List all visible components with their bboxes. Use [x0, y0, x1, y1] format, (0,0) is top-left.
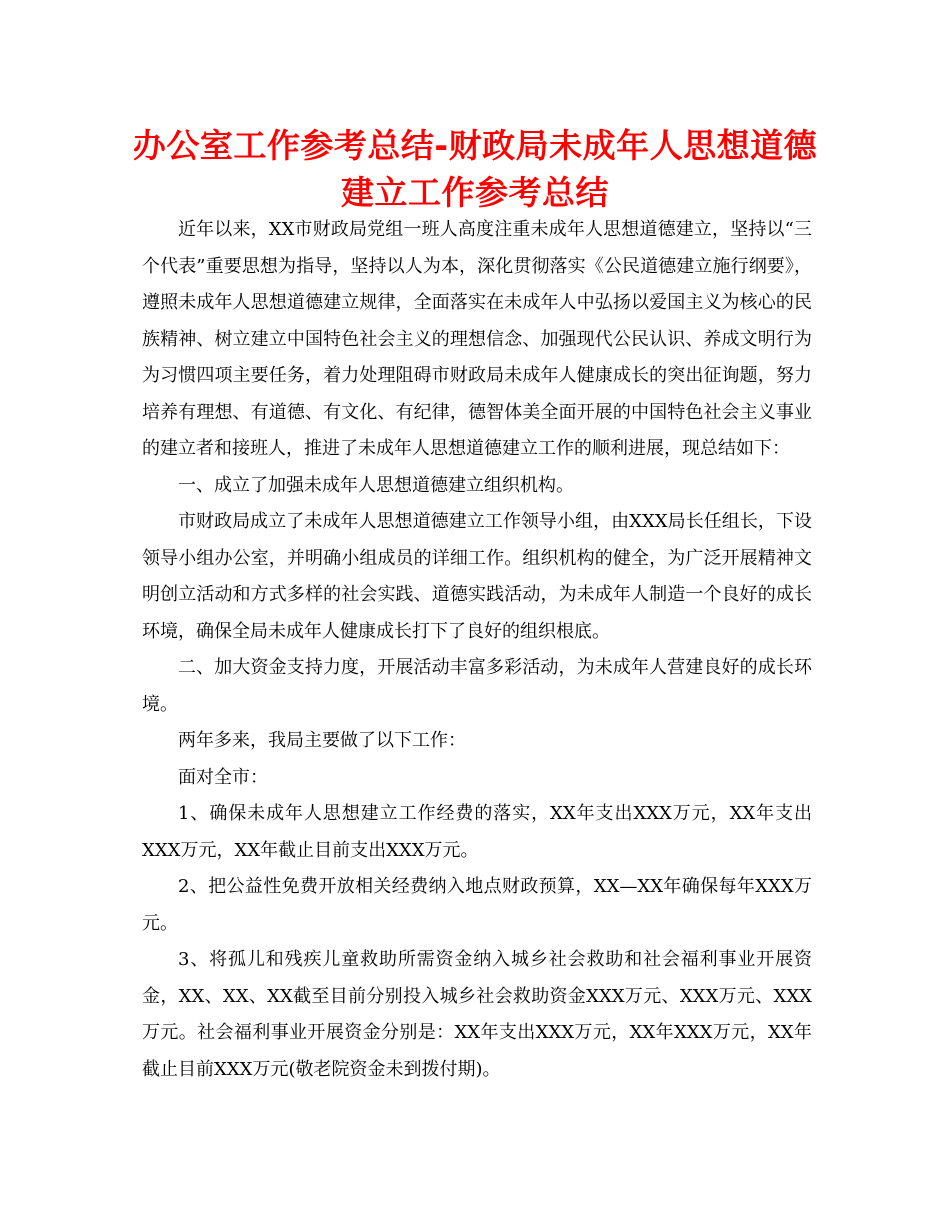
paragraph-city-wide: 面对全市： — [178, 766, 268, 788]
document-title: 办公室工作参考总结-财政局未成年人思想道德建立工作参考总结 — [132, 126, 818, 212]
paragraph-section-1-heading: 一、成立了加强未成年人思想道德建立组织机构。 — [178, 474, 574, 496]
document-body — [142, 212, 812, 1088]
paragraph-item-1: 1、确保未成年人思想建立工作经费的落实，XX年支出XXX万元，XX年支出XXX万元，XX年截止目前支出XXX万元。 — [142, 803, 812, 861]
paragraph-intro: 近年以来，XX市财政局党组一班人高度注重未成年人思想道德建立，坚持以“三个代表”重要思想为指导，坚持以人为本，深化贯彻落实《公民道德建立施行纲要》，遵照未成年人思想道德建立规律，全面落实在未成年人中弘扬以爱国主义为核心的民族精神、树立建立中国特色社会主义的理想信念、加强现代公民认识、养成文明行为为习惯四项主要任务，着力处理阻碍市财政局未成年人健康成长的突出征询题，努力培养有理想、有道德、有文化、有纪律，德智体美全面开展的中国特色社会主义事业的建立者和接班人，推进了未成年人思想道德建立工作的顺利进展，现总结如下： — [142, 219, 812, 459]
paragraph-item-2: 2、把公益性免费开放相关经费纳入地点财政预算，XX—XX年确保每年XXX万元。 — [142, 876, 812, 934]
paragraph-work-intro: 两年多来，我局主要做了以下工作： — [178, 730, 466, 751]
paragraph-section-1-body: 市财政局成立了未成年人思想道德建立工作领导小组，由XXX局长任组长，下设领导小组办公室，并明确小组成员的详细工作。组织机构的健全，为广泛开展精神文明创立活动和方式多样的社会实践、道德实践活动，为未成年人制造一个良好的成长环境，确保全局未成年人健康成长打下了良好的组织根底。 — [142, 511, 812, 642]
paragraph-section-2-heading: 二、加大资金支持力度，开展活动丰富多彩活动，为未成年人营建良好的成长环境。 — [142, 657, 812, 715]
paragraph-item-3: 3、将孤儿和残疾儿童救助所需资金纳入城乡社会救助和社会福利事业开展资金，XX、XX、XX截至目前分别投入城乡社会救助资金XXX万元、XXX万元、XXX万元。社会福利事业开展资金分别是：XX年支出XXX万元，XX年XXX万元，XX年截止目前XXX万元(敬老院资金未到拨付期)。 — [142, 949, 812, 1080]
